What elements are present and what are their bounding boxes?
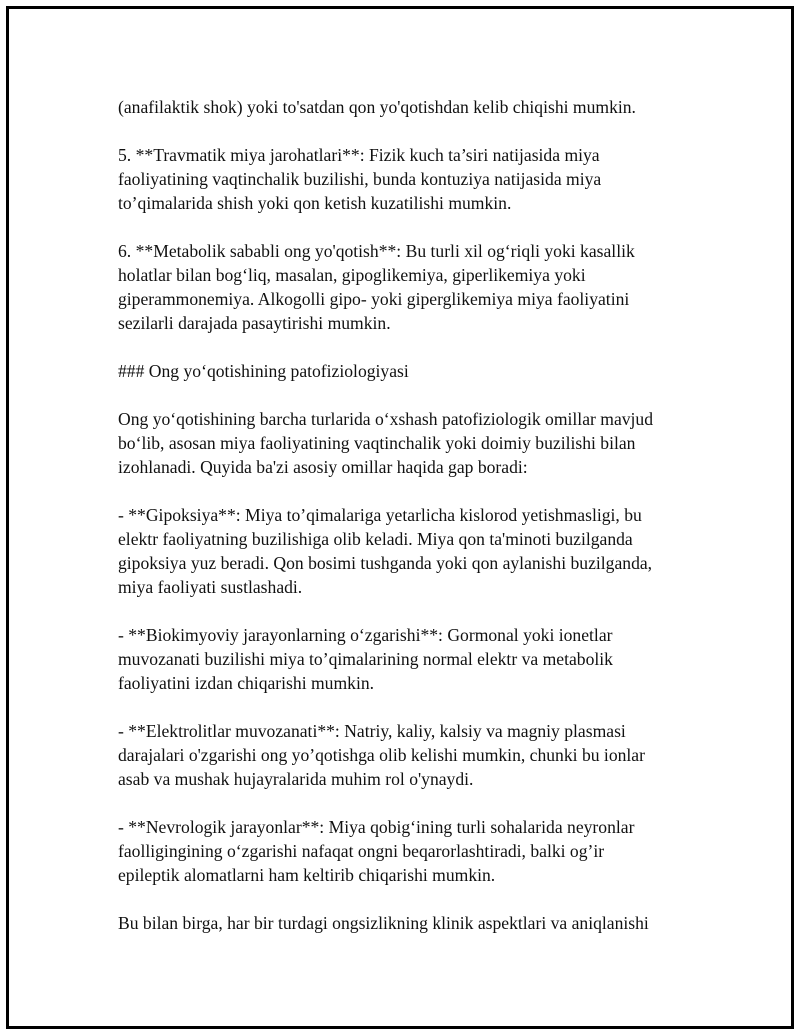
- text-line: faolligingining o‘zgarishi nafaqat ongni beqarorlashtiradi, balki og’ir: [118, 841, 605, 861]
- text-line: giperammonemiya. Alkogolli gipo- yoki giperglikemiya miya faoliyatini: [118, 289, 630, 309]
- text-line: - **Elektrolitlar muvozanati**: Natriy, kaliy, kalsiy va magniy plasmasi: [118, 721, 626, 741]
- list-item: [118, 503, 708, 599]
- text-line: faoliyatini izdan chiqarishi mumkin.: [118, 673, 375, 693]
- text-line: faoliyatining vaqtinchalik buzilishi, bunda kontuziya natijasida miya: [118, 169, 602, 189]
- text-line: - **Biokimyoviy jarayonlarning o‘zgarishi**: Gormonal yoki ionetlar: [118, 625, 613, 645]
- text-line: epileptik alomatlarni ham keltirib chiqarishi mumkin.: [118, 865, 496, 885]
- paragraph: [118, 911, 708, 935]
- text-line: asab va mushak hujayralarida muhim rol o'ynaydi.: [118, 769, 474, 789]
- text-line: - **Nevrologik jarayonlar**: Miya qobig‘ining turli sohalarida neyronlar: [118, 817, 635, 837]
- text-line: to’qimalarida shish yoki qon ketish kuzatilishi mumkin.: [118, 193, 512, 213]
- text-line: muvozanati buzilishi miya to’qimalarining normal elektr va metabolik: [118, 649, 613, 669]
- text-line: bo‘lib, asosan miya faoliyatining vaqtinchalik yoki doimiy buzilishi bilan: [118, 433, 636, 453]
- text-line: ### Ong yo‘qotishining patofiziologiyasi: [118, 361, 409, 381]
- text-line: miya faoliyati sustlashadi.: [118, 577, 303, 597]
- text-line: (anafilaktik shok) yoki to'satdan qon yo'qotishdan kelib chiqishi mumkin.: [118, 97, 636, 117]
- paragraph: [118, 239, 708, 335]
- text-line: holatlar bilan bog‘liq, masalan, gipoglikemiya, giperlikemiya yoki: [118, 265, 586, 285]
- text-line: 6. **Metabolik sababli ong yo'qotish**: Bu turli xil og‘riqli yoki kasallik: [118, 241, 635, 261]
- text-line: Bu bilan birga, har bir turdagi ongsizlikning klinik aspektlari va aniqlanishi: [118, 913, 649, 933]
- text-line: Ong yo‘qotishining barcha turlarida o‘xshash patofiziologik omillar mavjud: [118, 409, 654, 429]
- text-line: - **Gipoksiya**: Miya to’qimalariga yetarlicha kislorod yetishmasligi, bu: [118, 505, 642, 525]
- text-line: 5. **Travmatik miya jarohatlari**: Fizik kuch ta’siri natijasida miya: [118, 145, 600, 165]
- text-line: darajalari o'zgarishi ong yo’qotishga olib kelishi mumkin, chunki bu ionlar: [118, 745, 645, 765]
- list-item: [118, 815, 708, 887]
- paragraph: [118, 95, 708, 119]
- text-line: izohlanadi. Quyida ba'zi asosiy omillar haqida gap boradi:: [118, 457, 528, 477]
- document-body: [118, 95, 708, 959]
- list-item: [118, 623, 708, 695]
- paragraph: [118, 407, 708, 479]
- list-item: [118, 719, 708, 791]
- text-line: elektr faoliyatning buzilishiga olib keladi. Miya qon ta'minoti buzilganda: [118, 529, 633, 549]
- text-line: gipoksiya yuz beradi. Qon bosimi tushganda yoki qon aylanishi buzilganda,: [118, 553, 653, 573]
- section-heading: [118, 359, 708, 383]
- paragraph: [118, 143, 708, 215]
- text-line: sezilarli darajada pasaytirishi mumkin.: [118, 313, 391, 333]
